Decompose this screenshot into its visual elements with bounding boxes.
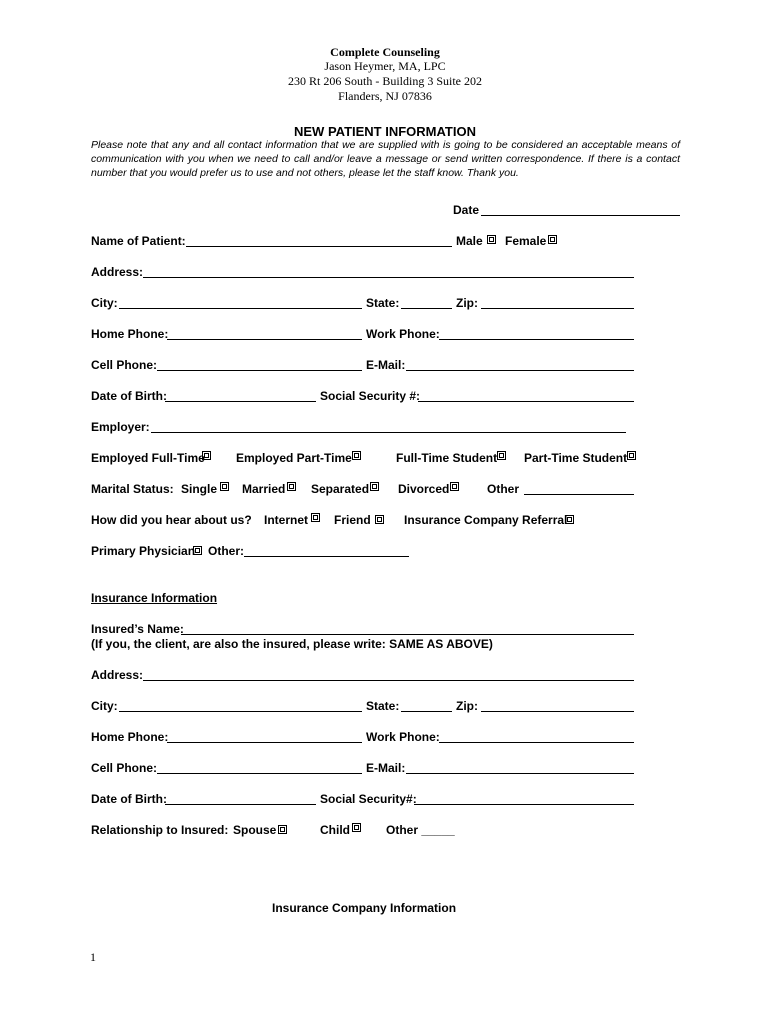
insurance-referral-checkbox[interactable] bbox=[565, 515, 574, 524]
separated-label: Separated bbox=[311, 482, 370, 496]
clinician-name: Jason Heymer, MA, LPC bbox=[324, 59, 446, 73]
employed-full-time-checkbox[interactable] bbox=[202, 451, 211, 460]
home-phone-label: Home Phone: bbox=[91, 327, 169, 341]
insurance-company-title: Insurance Company Information bbox=[272, 901, 457, 915]
ssn-label: Social Security #: bbox=[320, 389, 421, 403]
cell-phone-field[interactable] bbox=[157, 370, 362, 371]
cell-phone-label: Cell Phone: bbox=[91, 358, 158, 372]
divorced-checkbox[interactable] bbox=[450, 482, 459, 491]
practice-address-line1: 230 Rt 206 South - Building 3 Suite 202 bbox=[287, 74, 482, 88]
marital-other-field[interactable] bbox=[524, 494, 634, 495]
patient-name-label: Name of Patient: bbox=[91, 234, 186, 248]
insured-name-field[interactable] bbox=[181, 634, 634, 635]
dob-label: Date of Birth: bbox=[91, 389, 167, 403]
insured-dob-field[interactable] bbox=[165, 804, 316, 805]
insured-address-label: Address: bbox=[91, 668, 144, 682]
insured-city-field[interactable] bbox=[119, 711, 362, 712]
ssn-field[interactable] bbox=[418, 401, 634, 402]
insured-home-phone-label: Home Phone: bbox=[91, 730, 169, 744]
part-time-student-label: Part-Time Student bbox=[524, 451, 628, 465]
insured-state-field[interactable] bbox=[401, 711, 452, 712]
practice-address-line2: Flanders, NJ 07836 bbox=[338, 89, 432, 103]
marital-status-label: Marital Status: bbox=[91, 482, 174, 496]
insured-dob-label: Date of Birth: bbox=[91, 792, 167, 806]
referral-source-label: How did you hear about us? bbox=[91, 513, 252, 527]
dob-field[interactable] bbox=[165, 401, 316, 402]
insurance-section-title: Insurance Information bbox=[91, 591, 218, 605]
zip-field[interactable] bbox=[481, 308, 634, 309]
practice-name: Complete Counseling bbox=[330, 45, 440, 59]
zip-label: Zip: bbox=[456, 296, 478, 310]
state-label: State: bbox=[366, 296, 400, 310]
insured-zip-label: Zip: bbox=[456, 699, 478, 713]
friend-checkbox[interactable] bbox=[375, 515, 384, 524]
married-checkbox[interactable] bbox=[287, 482, 296, 491]
part-time-student-checkbox[interactable] bbox=[627, 451, 636, 460]
insured-name-label: Insured’s Name: bbox=[91, 622, 184, 636]
date-label: Date bbox=[453, 203, 480, 217]
relationship-other-label[interactable]: Other _____ bbox=[386, 823, 455, 837]
email-field[interactable] bbox=[406, 370, 634, 371]
insurance-referral-label: Insurance Company Referral bbox=[404, 513, 568, 527]
insured-address-field[interactable] bbox=[143, 680, 634, 681]
home-phone-field[interactable] bbox=[167, 339, 362, 340]
internet-checkbox[interactable] bbox=[311, 513, 320, 522]
insured-email-label: E-Mail: bbox=[366, 761, 406, 775]
form-title: NEW PATIENT INFORMATION bbox=[294, 124, 476, 139]
address-field[interactable] bbox=[143, 277, 634, 278]
employer-label: Employer: bbox=[91, 420, 150, 434]
work-phone-field[interactable] bbox=[439, 339, 634, 340]
married-label: Married bbox=[242, 482, 286, 496]
employed-full-time-label: Employed Full-Time bbox=[91, 451, 205, 465]
primary-physician-checkbox[interactable] bbox=[193, 546, 202, 555]
relationship-label: Relationship to Insured: bbox=[91, 823, 229, 837]
single-label: Single bbox=[181, 482, 218, 496]
city-field[interactable] bbox=[119, 308, 362, 309]
divorced-label: Divorced bbox=[398, 482, 450, 496]
insured-state-label: State: bbox=[366, 699, 400, 713]
single-checkbox[interactable] bbox=[220, 482, 229, 491]
insured-city-label: City: bbox=[91, 699, 118, 713]
spouse-label: Spouse bbox=[233, 823, 277, 837]
employed-part-time-checkbox[interactable] bbox=[352, 451, 361, 460]
date-field[interactable] bbox=[481, 215, 680, 216]
child-label: Child bbox=[320, 823, 350, 837]
female-checkbox[interactable] bbox=[548, 235, 557, 244]
insured-zip-field[interactable] bbox=[481, 711, 634, 712]
insured-cell-phone-field[interactable] bbox=[157, 773, 362, 774]
page-number: 1 bbox=[90, 950, 96, 964]
male-checkbox[interactable] bbox=[487, 235, 496, 244]
address-label: Address: bbox=[91, 265, 144, 279]
insured-home-phone-field[interactable] bbox=[167, 742, 362, 743]
full-time-student-label: Full-Time Student bbox=[396, 451, 498, 465]
insured-work-phone-label: Work Phone: bbox=[366, 730, 440, 744]
physician-other-field[interactable] bbox=[244, 556, 409, 557]
internet-label: Internet bbox=[264, 513, 309, 527]
full-time-student-checkbox[interactable] bbox=[497, 451, 506, 460]
insured-note: (If you, the client, are also the insured, please write: SAME AS ABOVE) bbox=[91, 637, 493, 651]
male-label: Male bbox=[456, 234, 483, 248]
friend-label: Friend bbox=[334, 513, 371, 527]
spouse-checkbox[interactable] bbox=[278, 825, 287, 834]
child-checkbox[interactable] bbox=[352, 823, 361, 832]
patient-name-field[interactable] bbox=[186, 246, 452, 247]
insured-cell-phone-label: Cell Phone: bbox=[91, 761, 158, 775]
marital-other-label: Other bbox=[487, 482, 520, 496]
employer-field[interactable] bbox=[151, 432, 626, 433]
insured-email-field[interactable] bbox=[406, 773, 634, 774]
female-label: Female bbox=[505, 234, 547, 248]
contact-note: Please note that any and all contact information that we are supplied with is going to be considered an acceptable means of communication with you when we need to call and/or leave a message or send written correspondence. If there is a contact number that you would prefer us to use and not others, please let the staff know. Thank you. bbox=[91, 139, 680, 179]
primary-physician-label: Primary Physician bbox=[91, 544, 196, 558]
physician-other-label: Other: bbox=[208, 544, 244, 558]
insured-work-phone-field[interactable] bbox=[439, 742, 634, 743]
insured-ssn-field[interactable] bbox=[414, 804, 634, 805]
separated-checkbox[interactable] bbox=[370, 482, 379, 491]
city-label: City: bbox=[91, 296, 118, 310]
employed-part-time-label: Employed Part-Time bbox=[236, 451, 352, 465]
state-field[interactable] bbox=[401, 308, 452, 309]
insured-ssn-label: Social Security#: bbox=[320, 792, 417, 806]
email-label: E-Mail: bbox=[366, 358, 406, 372]
work-phone-label: Work Phone: bbox=[366, 327, 440, 341]
